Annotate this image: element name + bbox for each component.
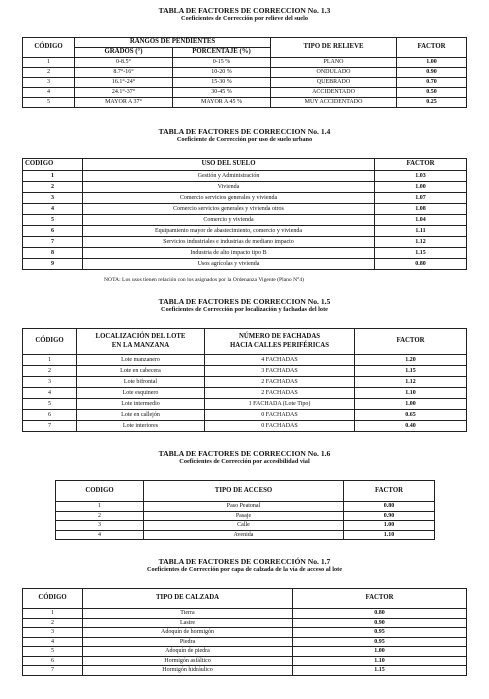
tipo-relieve-cell: ONDULADO (271, 68, 397, 78)
factor-cell: 0.70 (397, 78, 467, 88)
localizacion-cell: Lote esquinero (77, 388, 205, 399)
table-1-3-subtitle: Coeficientes de Corrección por relieve del suelo (181, 15, 308, 22)
localizacion-cell: Lote bifrontal (77, 377, 205, 388)
factor-cell: 1.00 (397, 58, 467, 68)
factor-cell: 1.00 (375, 182, 467, 193)
table-row (23, 98, 467, 108)
codigo-cell: 4 (23, 637, 83, 647)
table-row (23, 88, 467, 98)
factor-cell: 1.00 (355, 399, 467, 410)
codigo-cell: 1 (23, 171, 83, 182)
codigo-cell: 2 (23, 366, 77, 377)
factor-cell: 0.90 (344, 511, 435, 521)
table-1-7 (22, 588, 467, 676)
factor-cell: 0.80 (344, 502, 435, 512)
codigo-cell: 1 (56, 502, 144, 512)
grados-cell: MAYOR A 37° (75, 98, 173, 108)
header-factor: FACTOR (375, 159, 467, 171)
factor-cell: 1.15 (375, 248, 467, 259)
tipo-calzada-cell: Lastre (83, 618, 293, 628)
table-row (23, 204, 467, 215)
header-codigo: CODIGO (56, 481, 144, 502)
codigo-cell: 6 (23, 656, 83, 666)
localizacion-cell: Lote interiores (77, 421, 205, 432)
factor-cell: 1.10 (344, 530, 435, 540)
header-factor: FACTOR (293, 589, 467, 609)
factor-cell: 0.50 (397, 88, 467, 98)
table-1-4 (22, 158, 467, 270)
section-table-1-6 (0, 449, 489, 466)
codigo-cell: 4 (23, 388, 77, 399)
table-1-5-subtitle: Coeficientes de Corrección por localización y fachadas del lote (161, 306, 328, 313)
localizacion-cell: Lote en callejón (77, 410, 205, 421)
fachadas-cell: 0 FACHADAS (205, 421, 355, 432)
table-row (23, 399, 467, 410)
tipo-calzada-cell: Hormigón asfáltico (83, 656, 293, 666)
header-factor: FACTOR (344, 481, 435, 502)
fachadas-cell: 0 FACHADAS (205, 410, 355, 421)
codigo-cell: 1 (23, 609, 83, 619)
table-row (23, 421, 467, 432)
porcentaje-cell: 0-15 % (173, 58, 271, 68)
section-table-1-5 (0, 297, 489, 314)
table-row (23, 388, 467, 399)
table-1-4-subtitle: Coeficiente de Corrección por uso de suelo urbano (176, 136, 313, 143)
localizacion-cell: Lote intermedio (77, 399, 205, 410)
codigo-cell: 6 (23, 410, 77, 421)
factor-cell: 1.20 (355, 355, 467, 366)
porcentaje-cell: MAYOR A 45 % (173, 98, 271, 108)
factor-cell: 1.07 (375, 193, 467, 204)
fachadas-cell: 3 FACHADAS (205, 366, 355, 377)
factor-cell: 0.95 (293, 637, 467, 647)
factor-cell: 0.80 (375, 259, 467, 270)
header-grados: GRADOS (°) (75, 48, 173, 58)
header-fachadas (205, 329, 355, 355)
section-table-1-4 (0, 127, 489, 144)
table-row (23, 215, 467, 226)
table-row (23, 618, 467, 628)
codigo-cell: 2 (56, 511, 144, 521)
table-1-3 (22, 37, 467, 108)
table-row (23, 355, 467, 366)
codigo-cell: 2 (23, 68, 75, 78)
factor-cell: 1.00 (344, 521, 435, 531)
factor-cell: 1.00 (293, 647, 467, 657)
table-row (23, 366, 467, 377)
uso-suelo-cell: Usos agrícolas y vivienda (83, 259, 375, 270)
codigo-cell: 7 (23, 666, 83, 676)
tipo-calzada-cell: Adoquín de hormigón (83, 628, 293, 638)
codigo-cell: 7 (23, 237, 83, 248)
table-row (23, 193, 467, 204)
header-factor: FACTOR (355, 329, 467, 355)
grados-cell: 8.7°-16° (75, 68, 173, 78)
tipo-calzada-cell: Piedra (83, 637, 293, 647)
tipo-acceso-cell: Calle (144, 521, 344, 531)
table-row (23, 171, 467, 182)
fachadas-cell: 1 FACHADA (Lote Tipo) (205, 399, 355, 410)
codigo-cell: 3 (23, 193, 83, 204)
codigo-cell: 3 (23, 377, 77, 388)
uso-suelo-cell: Equipamiento mayor de abastecimiento, comercio y vivienda (83, 226, 375, 237)
table-row (23, 410, 467, 421)
uso-suelo-cell: Servicios industriales e industrias de mediano impacto (83, 237, 375, 248)
factor-cell: 1.15 (293, 666, 467, 676)
table-row (23, 377, 467, 388)
codigo-cell: 4 (56, 530, 144, 540)
table-1-6-subtitle: Coeficientes de Corrección por accesibilidad vial (179, 458, 310, 465)
codigo-cell: 5 (23, 215, 83, 226)
factor-cell: 1.08 (375, 204, 467, 215)
uso-suelo-cell: Comercio y vivienda (83, 215, 375, 226)
tipo-acceso-cell: Avenida (144, 530, 344, 540)
fachadas-cell: 2 FACHADAS (205, 377, 355, 388)
table-row (23, 637, 467, 647)
header-fachadas-line-1: NÚMERO DE FACHADAS (238, 333, 321, 340)
grados-cell: 16.1°-24° (75, 78, 173, 88)
fachadas-cell: 4 FACHADAS (205, 355, 355, 366)
table-1-4-title: TABLA DE FACTORES DE CORRECCION No. 1.4 (158, 127, 331, 136)
table-row (23, 78, 467, 88)
table-row (56, 521, 435, 531)
tipo-calzada-cell: Hormigón hidráulico (83, 666, 293, 676)
codigo-cell: 4 (23, 88, 75, 98)
fachadas-cell: 2 FACHADAS (205, 388, 355, 399)
factor-cell: 1.10 (355, 388, 467, 399)
header-codigo: CODIGO (23, 159, 83, 171)
header-codigo: CÓDIGO (23, 589, 83, 609)
uso-suelo-cell: Industria de alto impacto tipo B (83, 248, 375, 259)
header-uso-suelo: USO DEL SUELO (83, 159, 375, 171)
porcentaje-cell: 10-20 % (173, 68, 271, 78)
codigo-cell: 1 (23, 58, 75, 68)
header-factor: FACTOR (397, 38, 467, 58)
table-row (23, 609, 467, 619)
factor-cell: 1.12 (375, 237, 467, 248)
table-1-5-title: TABLA DE FACTORES DE CORRECCION No. 1.5 (158, 297, 331, 306)
factor-cell: 0.90 (293, 618, 467, 628)
tipo-relieve-cell: MUY ACCIDENTADO (271, 98, 397, 108)
codigo-cell: 2 (23, 182, 83, 193)
porcentaje-cell: 30-45 % (173, 88, 271, 98)
factor-cell: 1.12 (355, 377, 467, 388)
factor-cell: 0.90 (397, 68, 467, 78)
table-row (23, 68, 467, 78)
codigo-cell: 5 (23, 98, 75, 108)
tipo-calzada-cell: Adoquín de piedra (83, 647, 293, 657)
codigo-cell: 7 (23, 421, 77, 432)
section-table-1-3 (0, 6, 489, 23)
codigo-cell: 3 (56, 521, 144, 531)
codigo-cell: 8 (23, 248, 83, 259)
codigo-cell: 3 (23, 78, 75, 88)
codigo-cell: 5 (23, 647, 83, 657)
table-row (23, 248, 467, 259)
section-table-1-7 (0, 557, 489, 574)
header-localizacion (77, 329, 205, 355)
table-row (23, 656, 467, 666)
table-row (56, 502, 435, 512)
factor-cell: 1.04 (375, 215, 467, 226)
uso-suelo-cell: Vivienda (83, 182, 375, 193)
header-rangos: RANGOS DE PENDIENTES (75, 38, 271, 48)
factor-cell: 0.95 (293, 628, 467, 638)
table-1-6-title: TABLA DE FACTORES DE CORRECCION No. 1.6 (158, 449, 331, 458)
tipo-acceso-cell: Paso Peatonal (144, 502, 344, 512)
uso-suelo-cell: Comercio servicios generales y vivienda (83, 193, 375, 204)
header-codigo: CÓDIGO (23, 329, 77, 355)
factor-cell: 1.03 (375, 171, 467, 182)
header-localizacion-line-1: LOCALIZACIÓN DEL LOTE (95, 333, 186, 340)
table-row (56, 530, 435, 540)
table-row (23, 259, 467, 270)
codigo-cell: 1 (23, 355, 77, 366)
codigo-cell: 5 (23, 399, 77, 410)
tipo-calzada-cell: Tierra (83, 609, 293, 619)
tipo-relieve-cell: ACCIDENTADO (271, 88, 397, 98)
table-row (23, 237, 467, 248)
header-localizacion-line-2: EN LA MANZANA (111, 341, 170, 349)
codigo-cell: 6 (23, 226, 83, 237)
porcentaje-cell: 15-30 % (173, 78, 271, 88)
header-tipo-relieve: TIPO DE RELIEVE (271, 38, 397, 58)
table-1-3-title: TABLA DE FACTORES DE CORRECCION No. 1.3 (158, 6, 331, 15)
table-1-5 (22, 328, 467, 432)
table-row (23, 647, 467, 657)
factor-cell: 0.40 (355, 421, 467, 432)
factor-cell: 0.65 (355, 410, 467, 421)
header-codigo: CÓDIGO (23, 38, 75, 58)
table-1-4-note: NOTA: Los usos tienen relación con los asignados por la Ordenanza Vigente (Plano N°4) (104, 277, 305, 283)
table-row (23, 226, 467, 237)
header-tipo-acceso: TIPO DE ACCESO (144, 481, 344, 502)
uso-suelo-cell: Comercio servicios generales y vivienda otros (83, 204, 375, 215)
table-row (23, 58, 467, 68)
table-1-7-subtitle: Coeficientes de Corrección por capa de calzada de la vía de acceso al lote (146, 566, 343, 573)
header-fachadas-line-2: HACIA CALLES PERIFÉRICAS (230, 341, 329, 349)
grados-cell: 24.1°-37° (75, 88, 173, 98)
localizacion-cell: Lote en cabecera (77, 366, 205, 377)
table-row (23, 182, 467, 193)
table-row (23, 666, 467, 676)
factor-cell: 1.15 (355, 366, 467, 377)
header-porcentaje: PORCENTAJE (%) (173, 48, 271, 58)
table-row (56, 511, 435, 521)
tipo-relieve-cell: PLANO (271, 58, 397, 68)
header-tipo-calzada: TIPO DE CALZADA (83, 589, 293, 609)
tipo-acceso-cell: Pasaje (144, 511, 344, 521)
factor-cell: 1.10 (293, 656, 467, 666)
factor-cell: 0.80 (293, 609, 467, 619)
table-1-6 (55, 480, 435, 540)
uso-suelo-cell: Gestión y Administración (83, 171, 375, 182)
grados-cell: 0-8.5° (75, 58, 173, 68)
table-1-7-title: TABLA DE FACTORES DE CORRECCIÓN No. 1.7 (158, 557, 331, 566)
codigo-cell: 9 (23, 259, 83, 270)
codigo-cell: 3 (23, 628, 83, 638)
table-row (23, 628, 467, 638)
codigo-cell: 2 (23, 618, 83, 628)
factor-cell: 0.25 (397, 98, 467, 108)
localizacion-cell: Lote manzanero (77, 355, 205, 366)
codigo-cell: 4 (23, 204, 83, 215)
tipo-relieve-cell: QUEBRADO (271, 78, 397, 88)
factor-cell: 1.11 (375, 226, 467, 237)
